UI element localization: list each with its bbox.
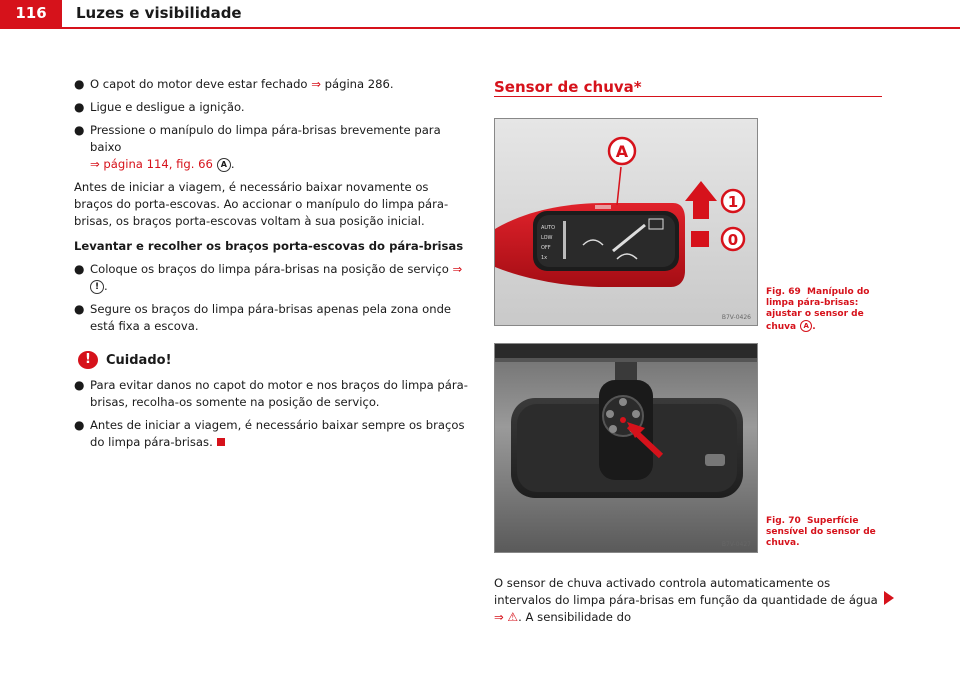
figure-69-wiper-stalk [494, 118, 758, 326]
auto-label: AUTO [541, 225, 556, 231]
callout-a-label: A [615, 142, 629, 161]
warning-triangle-icon[interactable]: ⚠ [507, 610, 519, 624]
list-item: ● O capot do motor deve estar fechado ⇒ página 286. [74, 77, 394, 91]
mirror-sensor-icon [705, 454, 725, 466]
chapter-title: Luzes e visibilidade [76, 4, 242, 22]
off-label: OFF [541, 245, 551, 251]
page-ref-link[interactable]: página 286. [320, 77, 394, 91]
list-item: ● Segure os braços do limpa pára-brisas apenas pela zona onde está fixa a escova. [74, 302, 452, 333]
continue-arrow-icon [884, 591, 894, 605]
bullet-icon: ● [74, 378, 85, 392]
list-item: ● Antes de iniciar a viagem, é necessário baixar sempre os braços do limpa pára-brisas. [74, 418, 465, 449]
figure-70-caption: Fig. 70 Superfície sensível do sensor de chuva. [766, 516, 876, 548]
bullet-icon: ● [74, 77, 85, 91]
paragraph: Antes de iniciar a viagem, é necessário baixar novamente os braços do porta-escovas. Ao accionar o manípulo do limpa pára-brisas, os braços porta-escovas voltam à sua posição inicial. [74, 180, 449, 228]
list-item: ● Pressione o manípulo do limpa pára-brisas brevemente para baixo ⇒ página 114, fig. 66 A . [74, 123, 441, 171]
caution-ref-icon[interactable]: ! [90, 280, 104, 294]
low-label: LOW [541, 235, 553, 241]
image-code: B7V-0427 [721, 541, 751, 548]
end-marker-icon [217, 438, 225, 446]
arrow-icon: ⇒ [494, 610, 504, 624]
section-title: Sensor de chuva* [494, 78, 642, 96]
figure-69-caption: Fig. 69 Manípulo do limpa pára-brisas: ajustar o sensor de chuva A . [766, 287, 870, 332]
header-rule [0, 27, 960, 29]
rain-sensor-icon [620, 417, 626, 423]
bullet-icon: ● [74, 123, 85, 137]
arrow-icon: ⇒ [90, 157, 100, 171]
page-number: 116 [0, 0, 62, 27]
stop-square-icon [691, 231, 709, 247]
callout-a-icon: A [217, 158, 231, 172]
arrow-icon: ⇒ [311, 77, 321, 91]
left-column [74, 76, 468, 457]
list-item: ● Para evitar danos no capot do motor e nos braços do limpa pára-brisas, recolha-os somente na posição de serviço. [74, 378, 468, 409]
subheading: Levantar e recolher os braços porta-escovas do pára-brisas [74, 239, 464, 253]
arrow-icon: ⇒ [452, 262, 463, 276]
position-1-label: 1 [727, 193, 739, 211]
image-code: B7V-0426 [721, 314, 751, 321]
callout-a-icon: A [800, 320, 812, 332]
caution-title: Cuidado! [106, 353, 172, 368]
position-0-label: 0 [727, 231, 739, 249]
page-ref-link[interactable]: página 114, fig. 66 [99, 157, 213, 171]
bullet-icon: ● [74, 302, 85, 316]
list-item: ● Coloque os braços do limpa pára-brisas na posição de serviço ⇒ ! . [74, 262, 463, 293]
bullet-icon: ● [74, 418, 85, 432]
bullet-icon: ● [74, 262, 85, 276]
caution-box [74, 351, 468, 451]
list-item: ● Ligue e desligue a ignição. [74, 100, 245, 114]
one-x-label: 1x [541, 255, 548, 261]
section-rule [494, 96, 882, 97]
caution-icon: ! [78, 351, 98, 369]
rain-sensor-illustration [495, 344, 757, 552]
bullet-icon: ● [74, 100, 85, 114]
paragraph: O sensor de chuva activado controla automaticamente os intervalos do limpa pára-brisas em função da quantidade de água ⇒ ⚠. A sensibilidade do [494, 576, 878, 624]
wiper-stalk-illustration [495, 119, 757, 325]
figure-70-rain-sensor [494, 343, 758, 553]
